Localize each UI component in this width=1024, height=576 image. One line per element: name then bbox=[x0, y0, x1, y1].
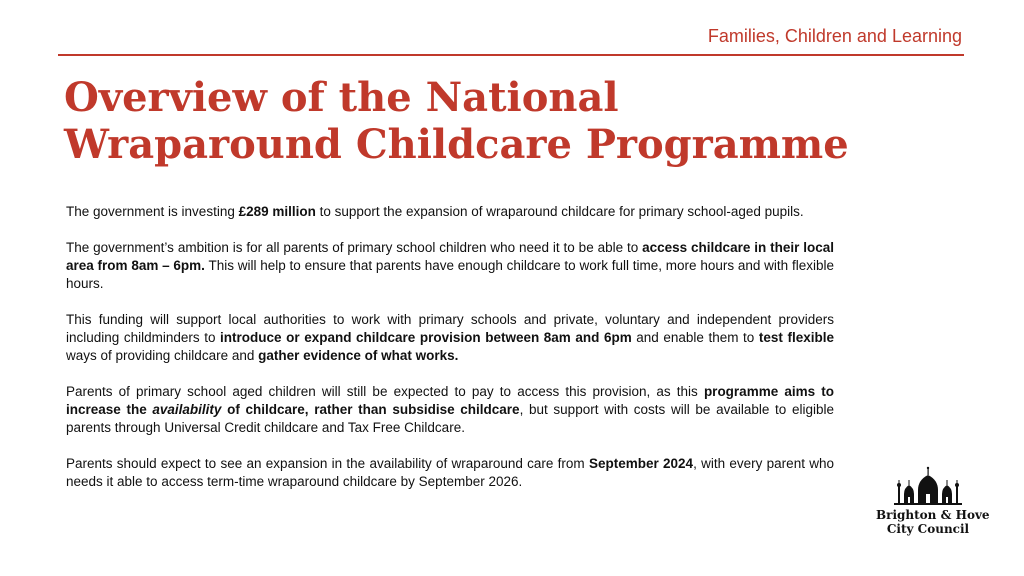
paragraph-text: Parents of primary school aged children will still be expected to pay to access this provision, as this bbox=[66, 384, 704, 399]
paragraph-emphasis: September 2024 bbox=[588, 456, 694, 471]
paragraph-timeline bbox=[66, 455, 834, 491]
body-content bbox=[66, 203, 834, 491]
royal-pavilion-skyline-icon bbox=[892, 466, 964, 506]
paragraph-emphasis: test flexible bbox=[758, 330, 834, 345]
paragraph-emphasis: programme aims to increase the bbox=[66, 384, 834, 417]
paragraph-ambition bbox=[66, 239, 834, 293]
paragraph-text: This funding will support local authorities to work with primary schools and private, voluntary and independent providers including childminders to bbox=[66, 312, 834, 345]
paragraph-text: ways of providing childcare and bbox=[66, 348, 259, 363]
paragraph-text: , with every parent who needs it able to access term-time wraparound childcare by September 2026. bbox=[66, 456, 834, 489]
paragraph-investment bbox=[66, 203, 834, 221]
paragraph-text: Parents should expect to see an expansion in the availability of wraparound care from bbox=[66, 456, 589, 471]
paragraph-emphasis: of childcare, rather than subsidise childcare bbox=[221, 402, 520, 417]
paragraph-emphasis-italic bbox=[152, 402, 221, 417]
paragraph-emphasis: access childcare in their local area from 8am – 6pm. bbox=[66, 240, 834, 273]
paragraph-funding bbox=[66, 311, 834, 365]
paragraph-text: and enable them to bbox=[631, 330, 759, 345]
paragraph-text: to support the expansion of wraparound childcare for primary school-aged pupils. bbox=[315, 204, 804, 219]
availability-italic: availability bbox=[152, 402, 222, 417]
header-divider bbox=[58, 54, 964, 56]
council-name-line-2: City Council bbox=[886, 522, 970, 536]
page-title-line-2: Wraparound Childcare Programme bbox=[64, 121, 849, 168]
paragraph-text: The government’s ambition is for all parents of primary school children who need it to be able to bbox=[66, 240, 643, 255]
paragraph-emphasis: gather evidence of what works. bbox=[258, 348, 459, 363]
paragraph-emphasis: £289 million bbox=[238, 204, 316, 219]
page-title-line-1: Overview of the National bbox=[64, 74, 619, 121]
paragraph-text: This will help to ensure that parents have enough childcare to work full time, more hours and with flexible hours. bbox=[66, 258, 834, 291]
paragraph-text: The government is investing bbox=[66, 204, 239, 219]
council-name-line-1: Brighton & Hove bbox=[876, 508, 990, 522]
paragraph-costs bbox=[66, 383, 834, 437]
page-title bbox=[64, 74, 964, 168]
council-name bbox=[876, 508, 990, 536]
paragraph-emphasis: introduce or expand childcare provision between 8am and 6pm bbox=[220, 330, 632, 345]
paragraph-text: , but support with costs will be available to eligible parents through Universal Credit childcare and Tax Free Childcare. bbox=[66, 402, 835, 435]
section-label: Families, Children and Learning bbox=[707, 26, 962, 46]
council-logo bbox=[876, 466, 990, 538]
